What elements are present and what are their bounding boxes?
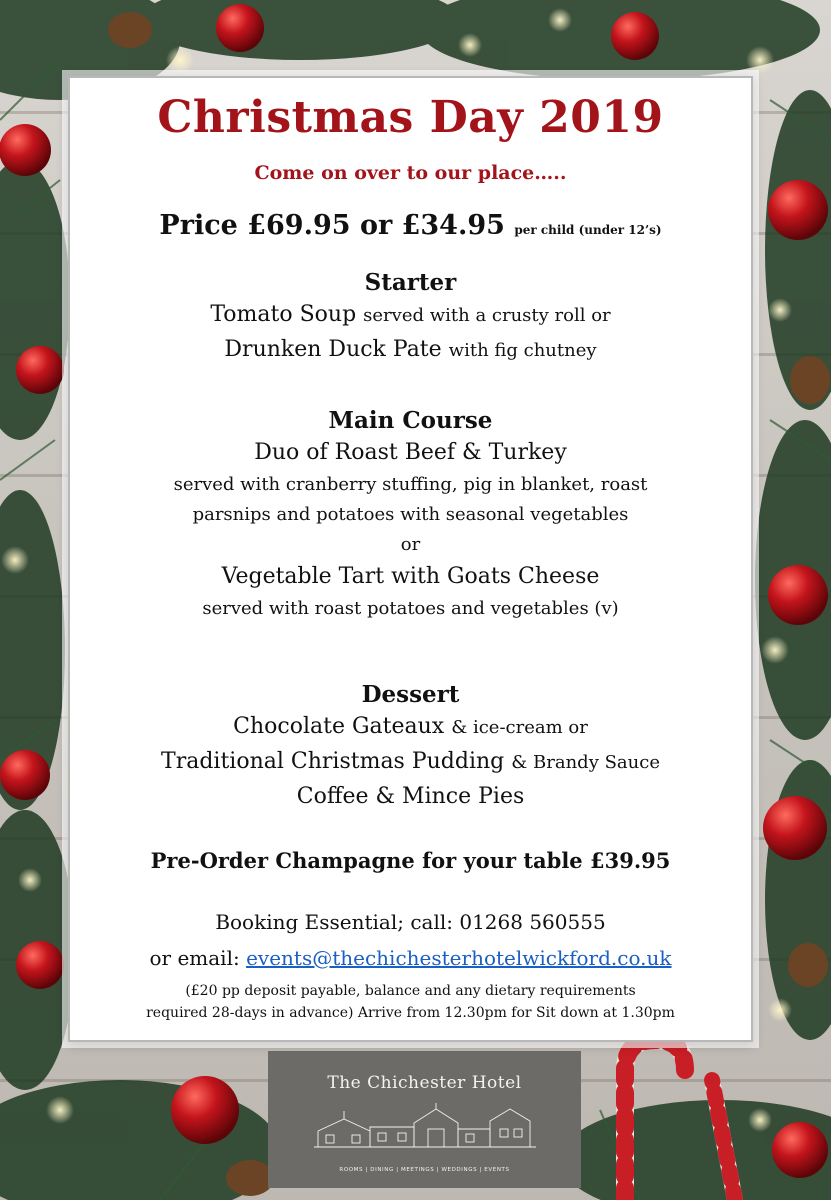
main-dish-vegetable-tart: Vegetable Tart with Goats Cheese — [221, 564, 600, 589]
main-dish-beef-turkey: Duo of Roast Beef & Turkey — [254, 440, 567, 465]
deposit-note-line: (£20 pp deposit payable, balance and any dietary requirements — [185, 983, 636, 999]
tagline: Come on over to our place….. — [254, 162, 567, 184]
main-dish-description: served with roast potatoes and vegetables (v) — [202, 598, 619, 619]
dessert-item-name: Traditional Christmas Pudding — [161, 749, 505, 774]
main-course-section — [70, 406, 751, 624]
price-line — [70, 210, 751, 241]
price-label: Price £69.95 or £34.95 — [159, 210, 505, 241]
main-dish-description: parsnips and potatoes with seasonal vegetables — [192, 504, 629, 525]
starter-item-name: Tomato Soup — [210, 302, 357, 327]
booking-phone: Booking Essential; call: 01268 560555 — [215, 910, 606, 934]
starter-item — [70, 298, 751, 333]
booking-email-prefix: or email: — [149, 946, 240, 970]
menu-card — [68, 76, 753, 1042]
starter-item-aside: with fig chutney — [448, 340, 597, 361]
booking-info — [70, 904, 751, 976]
dessert-item-aside: & ice-cream or — [451, 717, 588, 738]
dessert-section — [70, 680, 751, 814]
deposit-note — [70, 980, 751, 1024]
page-title: Christmas Day 2019 — [157, 92, 664, 143]
starter-heading: Starter — [364, 269, 457, 296]
hotel-logo — [268, 1051, 581, 1188]
starter-item-aside: served with a crusty roll or — [363, 305, 611, 326]
child-price-note: per child (under 12’s) — [514, 223, 662, 237]
dessert-item-name: Chocolate Gateaux — [233, 714, 445, 739]
hotel-building-sketch — [314, 1101, 536, 1155]
main-course-or: or — [400, 534, 421, 555]
main-course-heading: Main Course — [328, 407, 493, 434]
dessert-item — [70, 710, 751, 745]
email-link[interactable]: events@thechichesterhotelwickford.co.uk — [246, 946, 672, 970]
starter-section — [70, 268, 751, 368]
dessert-item — [70, 745, 751, 780]
champagne-offer: Pre-Order Champagne for your table £39.95 — [150, 848, 671, 873]
dessert-item-aside: & Brandy Sauce — [511, 752, 660, 773]
dessert-final-item: Coffee & Mince Pies — [296, 784, 525, 809]
starter-item-name: Drunken Duck Pate — [224, 337, 442, 362]
hotel-services: ROOMS | DINING | MEETINGS | WEDDINGS | EVENTS — [339, 1167, 510, 1173]
starter-item — [70, 333, 751, 368]
hotel-name: The Chichester Hotel — [327, 1073, 522, 1093]
dessert-heading: Dessert — [361, 681, 460, 708]
deposit-note-line: required 28-days in advance) Arrive from 12.30pm for Sit down at 1.30pm — [146, 1005, 675, 1021]
main-dish-description: served with cranberry stuffing, pig in blanket, roast — [173, 474, 648, 495]
booking-email-line — [70, 940, 751, 976]
